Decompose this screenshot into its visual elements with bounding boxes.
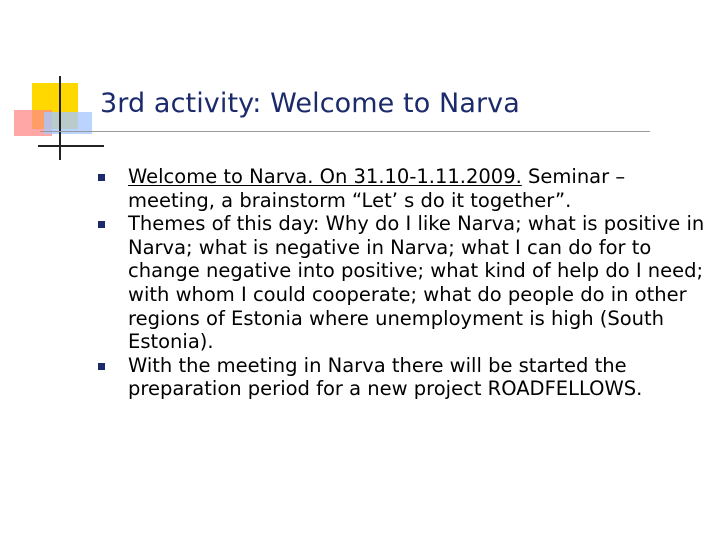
bullet-3-text: With the meeting in Narva there will be started the preparation period for a new project ROADFELLOWS. [128, 353, 643, 401]
bullet-2-text: Themes of this day: Why do I like Narva; what is positive in Narva; what is negative in Narva; what I can do for to change negative into positive; what kind of help do I need; with whom I could cooperate; what do people do in other regions of Estonia where unemployment is high (South Estonia). [128, 212, 705, 354]
bullet-1-underlined-text: Welcome to Narva. On 31.10-1.11.2009. [128, 165, 522, 188]
bullet-marker-icon [98, 221, 105, 228]
title-divider [40, 131, 650, 132]
decorative-corner-graphic [0, 0, 120, 170]
bullet-1-text: Seminar – meeting, a brainstorm “Let’ s do it together”. [128, 165, 626, 212]
bullet-list [98, 165, 708, 401]
bullet-item-1 [98, 165, 708, 212]
bullet-marker-icon [98, 174, 105, 181]
bullet-marker-icon [98, 363, 105, 370]
bullet-item-3 [98, 354, 708, 401]
bullet-item-2 [98, 212, 708, 354]
slide-title: 3rd activity: Welcome to Narva [100, 88, 520, 119]
